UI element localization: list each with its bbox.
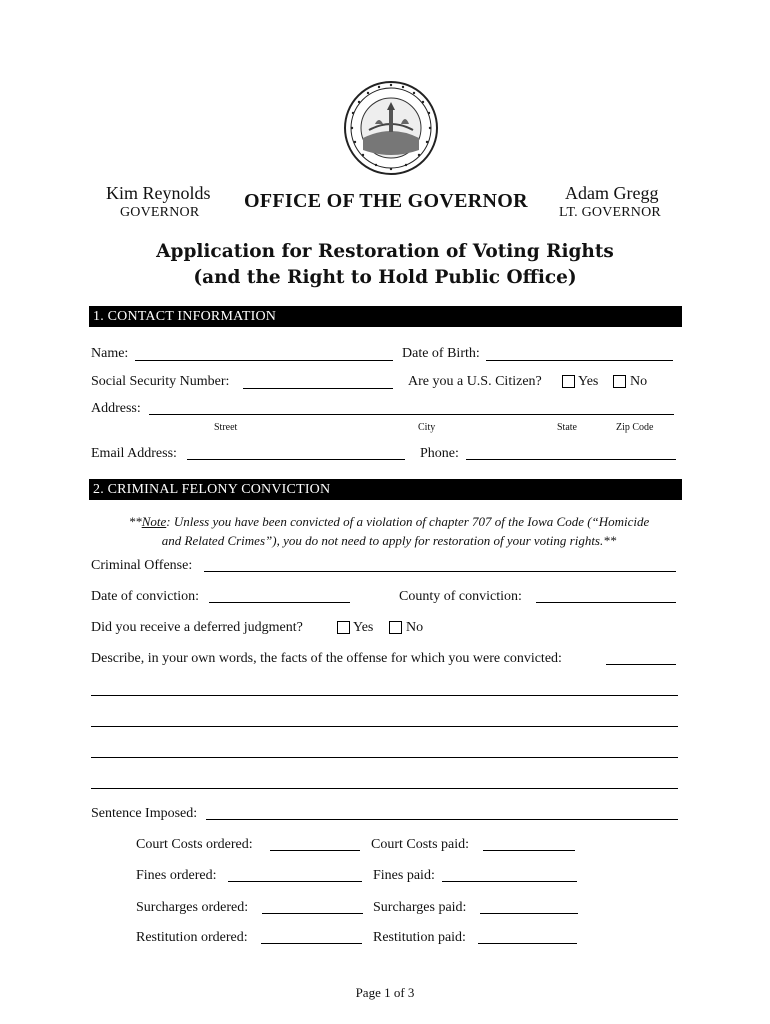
surcharges-ordered-field[interactable] xyxy=(262,913,363,914)
lt-governor-name: Adam Gregg xyxy=(565,183,659,203)
email-field[interactable] xyxy=(187,459,405,460)
governor-title: GOVERNOR xyxy=(120,205,200,220)
citizen-no-checkbox[interactable] xyxy=(613,375,626,388)
ssn-field[interactable] xyxy=(243,388,393,389)
ssn-label: Social Security Number: xyxy=(91,374,230,389)
address-label: Address: xyxy=(91,401,141,416)
describe-field-line[interactable] xyxy=(91,695,678,696)
court-costs-ordered-label: Court Costs ordered: xyxy=(136,837,253,852)
state-seal-logo xyxy=(343,80,439,176)
form-title-line2: (and the Right to Hold Public Office) xyxy=(193,267,577,288)
court-costs-ordered-field[interactable] xyxy=(270,850,360,851)
fines-paid-label: Fines paid: xyxy=(373,868,435,883)
describe-field-line[interactable] xyxy=(91,726,678,727)
name-field[interactable] xyxy=(135,360,393,361)
address-field[interactable] xyxy=(149,414,674,415)
fines-ordered-label: Fines ordered: xyxy=(136,868,217,883)
note-line1-text: : Unless you have been convicted of a violation of chapter 707 of the Iowa Code (“Homicide xyxy=(166,514,650,529)
office-title: OFFICE OF THE GOVERNOR xyxy=(244,190,528,212)
fines-ordered-field[interactable] xyxy=(228,881,362,882)
deferred-no-label: No xyxy=(406,620,424,635)
conviction-date-field[interactable] xyxy=(209,602,350,603)
state-caption: State xyxy=(557,422,577,433)
dob-field[interactable] xyxy=(486,360,673,361)
note-word: Note xyxy=(141,514,167,529)
describe-field-line[interactable] xyxy=(91,757,678,758)
county-label: County of conviction: xyxy=(399,589,522,604)
deferred-yes-label: Yes xyxy=(353,620,374,635)
section-conviction-heading: 2. CRIMINAL FELONY CONVICTION xyxy=(89,479,682,500)
citizen-label: Are you a U.S. Citizen? xyxy=(408,374,542,389)
sentence-field[interactable] xyxy=(206,819,678,820)
form-title-line1: Application for Restoration of Voting Rights xyxy=(156,241,614,262)
restitution-ordered-field[interactable] xyxy=(261,943,362,944)
sentence-label: Sentence Imposed: xyxy=(91,806,198,821)
surcharges-paid-label: Surcharges paid: xyxy=(373,900,467,915)
lt-governor-title: LT. GOVERNOR xyxy=(559,205,661,220)
section-contact-heading: 1. CONTACT INFORMATION xyxy=(89,306,682,327)
citizen-no-label: No xyxy=(630,374,648,389)
court-costs-paid-label: Court Costs paid: xyxy=(371,837,470,852)
zip-caption: Zip Code xyxy=(616,422,654,433)
court-costs-paid-field[interactable] xyxy=(483,850,575,851)
citizen-yes-label: Yes xyxy=(578,374,599,389)
restitution-ordered-label: Restitution ordered: xyxy=(136,930,248,945)
page-number: Page 1 of 3 xyxy=(355,985,415,1000)
city-caption: City xyxy=(418,422,436,433)
describe-field-line[interactable] xyxy=(91,788,678,789)
restitution-paid-label: Restitution paid: xyxy=(373,930,466,945)
governor-name: Kim Reynolds xyxy=(106,183,211,203)
describe-field-first-line[interactable] xyxy=(606,664,676,665)
restitution-paid-field[interactable] xyxy=(478,943,577,944)
deferred-judgment-label: Did you receive a deferred judgment? xyxy=(91,620,303,635)
conviction-date-label: Date of conviction: xyxy=(91,589,200,604)
citizen-yes-checkbox[interactable] xyxy=(562,375,575,388)
county-field[interactable] xyxy=(536,602,676,603)
deferred-no-checkbox[interactable] xyxy=(389,621,402,634)
email-label: Email Address: xyxy=(91,446,177,461)
note-line2-text: and Related Crimes”), you do not need to apply for restoration of your voting rights.** xyxy=(161,533,617,548)
homicide-note xyxy=(89,512,689,550)
offense-label: Criminal Offense: xyxy=(91,558,193,573)
surcharges-paid-field[interactable] xyxy=(480,913,578,914)
offense-field[interactable] xyxy=(204,571,676,572)
describe-label: Describe, in your own words, the facts of the offense for which you were convicted: xyxy=(91,651,562,666)
fines-paid-field[interactable] xyxy=(442,881,577,882)
name-label: Name: xyxy=(91,346,129,361)
surcharges-ordered-label: Surcharges ordered: xyxy=(136,900,249,915)
deferred-yes-checkbox[interactable] xyxy=(337,621,350,634)
phone-label: Phone: xyxy=(420,446,459,461)
dob-label: Date of Birth: xyxy=(402,346,480,361)
street-caption: Street xyxy=(214,422,238,433)
note-prefix: ** xyxy=(128,514,142,529)
phone-field[interactable] xyxy=(466,459,676,460)
